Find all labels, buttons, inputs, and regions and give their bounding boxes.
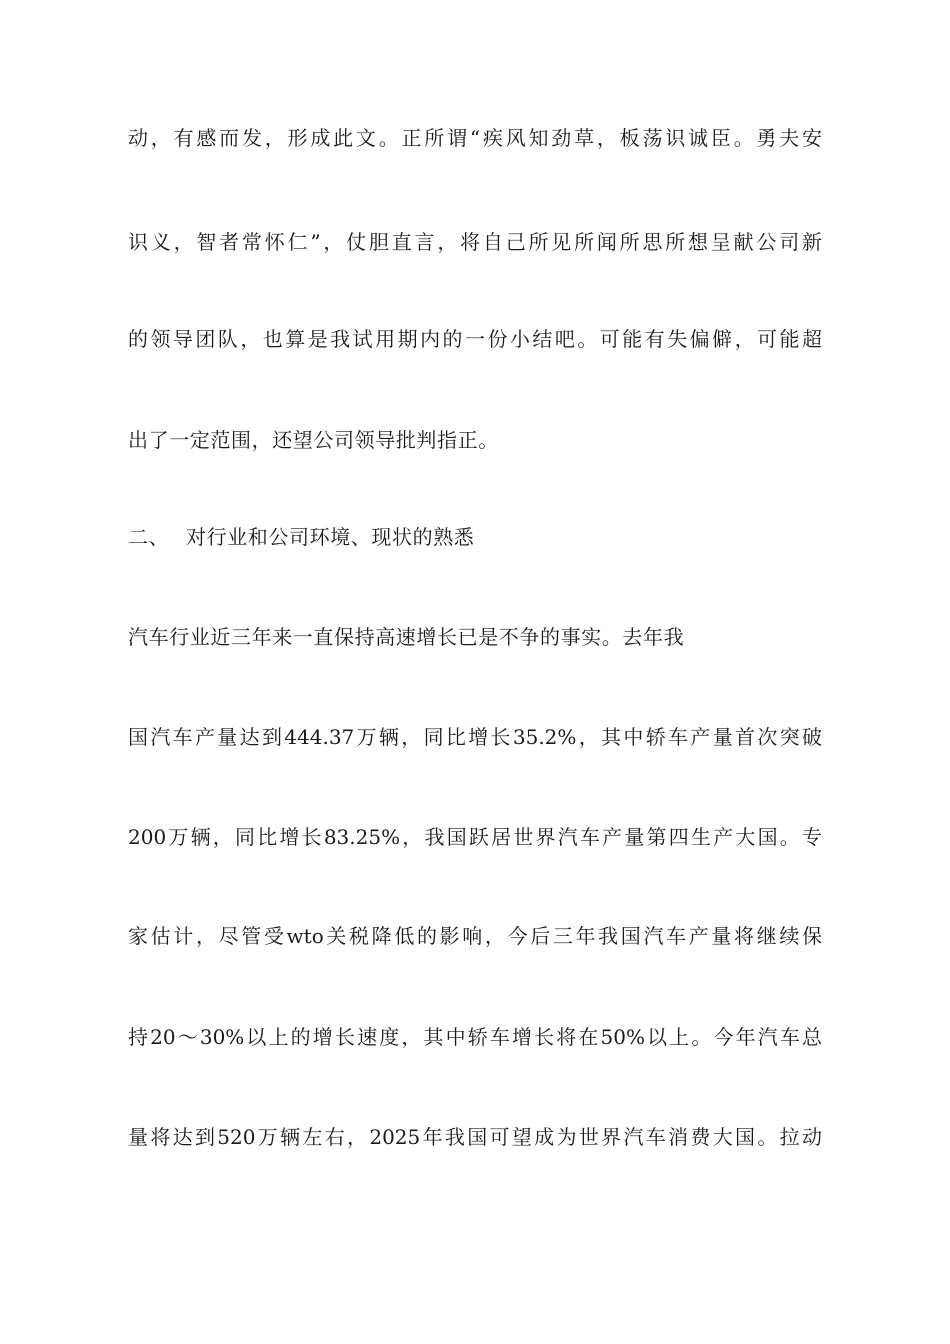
section-heading (128, 525, 474, 549)
paragraph2-line-5: 持20～30%以上的增长速度，其中轿车增长将在50%以上。今年汽车总 (128, 1025, 822, 1049)
paragraph2-line-6: 量将达到520万辆左右，2025年我国可望成为世界汽车消费大国。拉动 (128, 1125, 822, 1149)
section-number: 二、 (128, 525, 170, 549)
paragraph2-line-4: 家估计，尽管受wto关税降低的影响，今后三年我国汽车产量将继续保 (128, 924, 822, 948)
paragraph-line-2: 识义，智者常怀仁”，仗胆直言，将自己所见所闻所思所想呈献公司新 (128, 230, 822, 254)
paragraph2-line-1: 汽车行业近三年来一直保持高速增长已是不争的事实。去年我 (128, 625, 685, 649)
paragraph2-line-3: 200万辆，同比增长83.25%，我国跃居世界汽车产量第四生产大国。专 (128, 825, 822, 849)
paragraph-line-1: 动，有感而发，形成此文。正所谓“疾风知劲草，板荡识诚臣。勇夫安 (128, 126, 822, 150)
paragraph-line-4: 出了一定范围，还望公司领导批判指正。 (128, 428, 499, 452)
paragraph2-line-2: 国汽车产量达到444.37万辆，同比增长35.2%，其中轿车产量首次突破 (128, 725, 822, 749)
paragraph-line-3: 的领导团队，也算是我试用期内的一份小结吧。可能有失偏僻，可能超 (128, 327, 822, 351)
section-title: 对行业和公司环境、现状的熟悉 (186, 525, 475, 549)
